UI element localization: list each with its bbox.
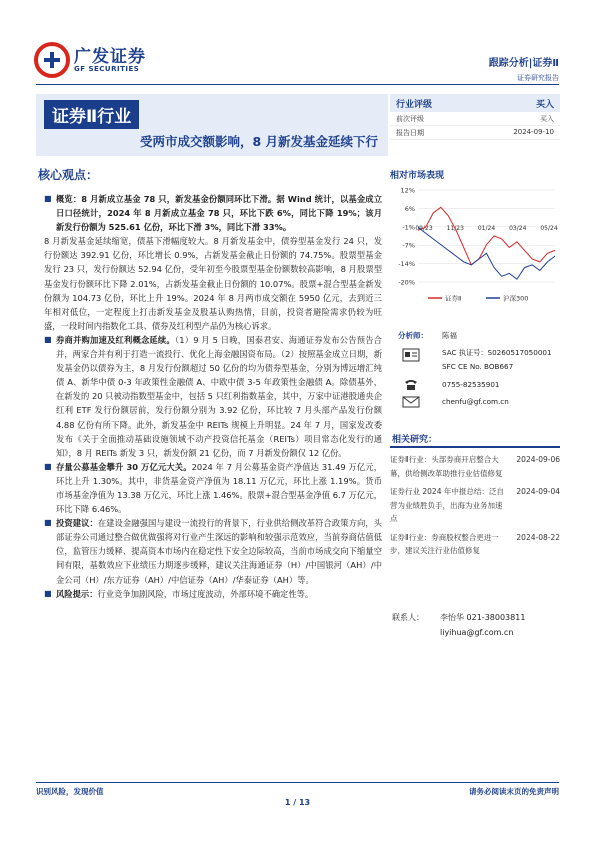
x-tick-label: 03/24 [509, 224, 527, 232]
y-tick-label: -20% [398, 278, 415, 287]
series-line [418, 207, 558, 264]
y-tick-label: -7% [402, 241, 415, 250]
relative-performance-chart [390, 182, 560, 308]
legend-label: 证券Ⅱ [445, 294, 462, 303]
footer-slogan: 识别风险，发现价值 [36, 787, 104, 796]
contact-name-phone: 李怡华 021-38003811 [440, 613, 526, 622]
y-tick-label: 12% [400, 186, 415, 195]
report-date-row [390, 126, 560, 140]
title-band [36, 94, 388, 156]
merger-paragraph [44, 333, 382, 460]
y-tick-label: 6% [404, 204, 415, 213]
rating-box [390, 94, 560, 140]
report-date-label: 报告日期 [396, 129, 424, 137]
related-item[interactable] [390, 453, 560, 480]
logo-text-en: GF SECURITIES [74, 65, 140, 73]
risk-paragraph [44, 587, 382, 601]
core-views-title: 核心观点： [38, 168, 99, 182]
rating-value: 买入 [535, 100, 554, 110]
related-item-title[interactable]: 证券Ⅱ行业：头部券商开启整合大幕，供给侧改革助推行业估值修复 [390, 455, 503, 478]
prev-rating-row [390, 112, 560, 126]
phone-icon [402, 378, 420, 392]
contact-email[interactable]: liyihua@gf.com.cn [440, 628, 514, 637]
related-item-title[interactable]: 证券行业 2024 年中报总结：泛自营为业绩胜负手，出海为业务加速点 [390, 487, 504, 523]
prev-rating-value: 买入 [540, 115, 554, 123]
header-divider [36, 84, 559, 85]
related-item-title[interactable]: 证券Ⅱ行业：券商股权整合更进一步，建议关注行业估值修复 [390, 532, 499, 555]
bond-fund-paragraph: 8 月新发基金延续缩宽，债基下滑幅度较大。8 月新发基金中，债券型基金发行 24 只，发行份额达 392.91 亿份，环比增长 0.9%，占新发基金截止日份额的 74.75%。股票型基金发行 23 只，发行份额达 52.94 亿份，受年初至今股票型基金份额数较高影响，8 月股票型基金发行份额环比下降 2.01%，占新发基金截止日份额的 10.07%。股票+混合型基金新发份额为 104.73 亿份，环比上升 19%。2024 年 8 月两市成交额在 5950 亿元，去到近三年相对低位，一定程度上打击新发基金及股基认购热情，目前，投资者避险需求仍较为旺盛，一段时间内指数化工具、债券及红利型产品仍为核心诉求。 [44, 236, 382, 331]
merger-heading: 券商并购加速及红利概念延续。 [56, 334, 175, 345]
sector-title: 证券Ⅱ行业 [44, 100, 139, 129]
risk-heading: 风险提示： [56, 588, 98, 599]
id-card-icon [402, 348, 420, 362]
report-title: 受两市成交额影响，8 月新发基金延续下行 [139, 134, 378, 149]
related-item-date: 2024-09-06 [516, 455, 560, 464]
analyst-sfc: SFC CE No. BOB667 [442, 362, 514, 371]
footer-divider [36, 782, 559, 783]
gf-logo-icon [34, 42, 70, 78]
contact-label: 联系人： [392, 613, 424, 622]
analyst-sac: SAC 执证号：S0260517050001 [442, 348, 552, 357]
advice-text: 在建设金融强国与建设一流投行的背景下，行业供给侧改革符合政策方向，头部证券公司通过整合做优做强将对行业产生深远的影响和较强示范效应，当前券商估值低位，监管压力缓释、提高资本市场内在稳定性下安全边际较高，当前市场成交向下缩量空间有限，基数效应下业绩压力期逐步缓释，建议关注海通证券（H）/中国银河（AH）/中金公司（H）/东方证券（AH）/中信证券（AH）/华泰证券（AH）等。 [56, 518, 382, 585]
page-number: 1 / 13 [284, 798, 311, 807]
analyst-phone: 0755-82535901 [442, 380, 500, 389]
chart-title: 相对市场表现 [390, 171, 445, 181]
prev-rating-label: 前次评级 [396, 115, 424, 123]
footer-disclaimer: 请务必阅读末页的免责声明 [469, 787, 559, 796]
doc-subtype: 证券研究报告 [517, 74, 559, 82]
merger-text: （1）9 月 5 日晚，国泰君安、海通证券发布公告预告合并，两家合并有利于打造一流投行、优化上海金融国资布局。（2）按照基金成立日期，新发基金仍以债券为主，8 月发行份额超过 50 亿份的均为债券型基金，分别为博远增汇纯债 A、新华中债 0-3 年政策性金融债 A、中欧中债 3-5 年政策性金融债 A。除债基外，在新发的 20 只被动指数型基金中，包括 5 只红利指数基金，其中，万家中证港股通央企红利 ETF 发行份额居前，发行份额分别为 3.92 亿份，环比较 7 月头部产品发行份额 4.88 亿份有所下降。此外，新发基金中 REITs 规模上升明显。24 年 7 月，国家发改委发布《关于全面推动基础设施领域不动产投资信托基金（REITs）项目常态化发行的通知》，8 月 REITs 新发 3 只，新发份额 21 亿份，而 7 月新发份额仅 12 亿份。 [56, 334, 382, 458]
rating-label: 行业评级 [396, 100, 433, 110]
rating-header [390, 94, 560, 112]
advice-heading: 投资建议： [56, 518, 98, 529]
aum-paragraph [44, 460, 382, 516]
related-research [390, 432, 560, 558]
series-line [418, 224, 558, 279]
x-tick-label: 05/24 [540, 224, 558, 232]
logo-text-cn: 广发证券 [74, 47, 146, 67]
analyst-email[interactable]: chenfu@gf.com.cn [442, 397, 509, 406]
related-item[interactable] [390, 485, 560, 526]
analyst-label: 分析师： [398, 331, 428, 340]
analyst-name: 陈福 [442, 331, 457, 340]
overview-paragraph: ■ 概览：8 月新成立基金 78 只，新发基金份额同环比下滑。据 Wind 统计，以基金成立日口径统计，2024 年 8 月新成立基金 78 只，环比下跌 6%，同比下降 19%；该月新发行份额为 525.61 亿份，环比下滑 3%，同比下滑 33%。 [44, 192, 382, 234]
y-tick-label: -1% [402, 223, 415, 232]
x-tick-label: 09/23 [415, 224, 433, 232]
risk-text: 行业竞争加剧风险，市场过度波动，外部环境不确定性等。 [97, 588, 314, 599]
advice-paragraph [44, 516, 382, 586]
legend-label: 沪深300 [503, 294, 529, 303]
related-item-date: 2024-08-22 [516, 532, 560, 542]
doc-type: 跟踪分析|证券Ⅱ [488, 58, 559, 69]
report-body [44, 192, 382, 601]
y-tick-label: -14% [398, 260, 415, 269]
company-logo [34, 42, 156, 80]
related-item[interactable] [390, 531, 560, 558]
x-tick-label: 11/23 [446, 224, 464, 232]
aum-heading: 存量公募基金攀升 30 万亿元大关。 [56, 461, 192, 472]
email-icon [402, 395, 420, 409]
related-item-date: 2024-09-04 [516, 487, 560, 496]
x-tick-label: 01/24 [477, 224, 496, 232]
report-date-value: 2024-09-10 [513, 128, 554, 136]
aum-text: 2024 年 7 月公募基金资产净值达 31.49 万亿元，环比上升 1.30%。其中，非货基金资产净值为 18.11 万亿元，环比上涨 1.19%。货币市场基金净值为 13.38 万亿元，环比上涨 1.46%。股票+混合型基金净值 6.7 万亿元，环比下降 6.46%。 [56, 461, 382, 515]
page-header [0, 0, 595, 90]
related-label: 相关研究： [390, 432, 560, 448]
